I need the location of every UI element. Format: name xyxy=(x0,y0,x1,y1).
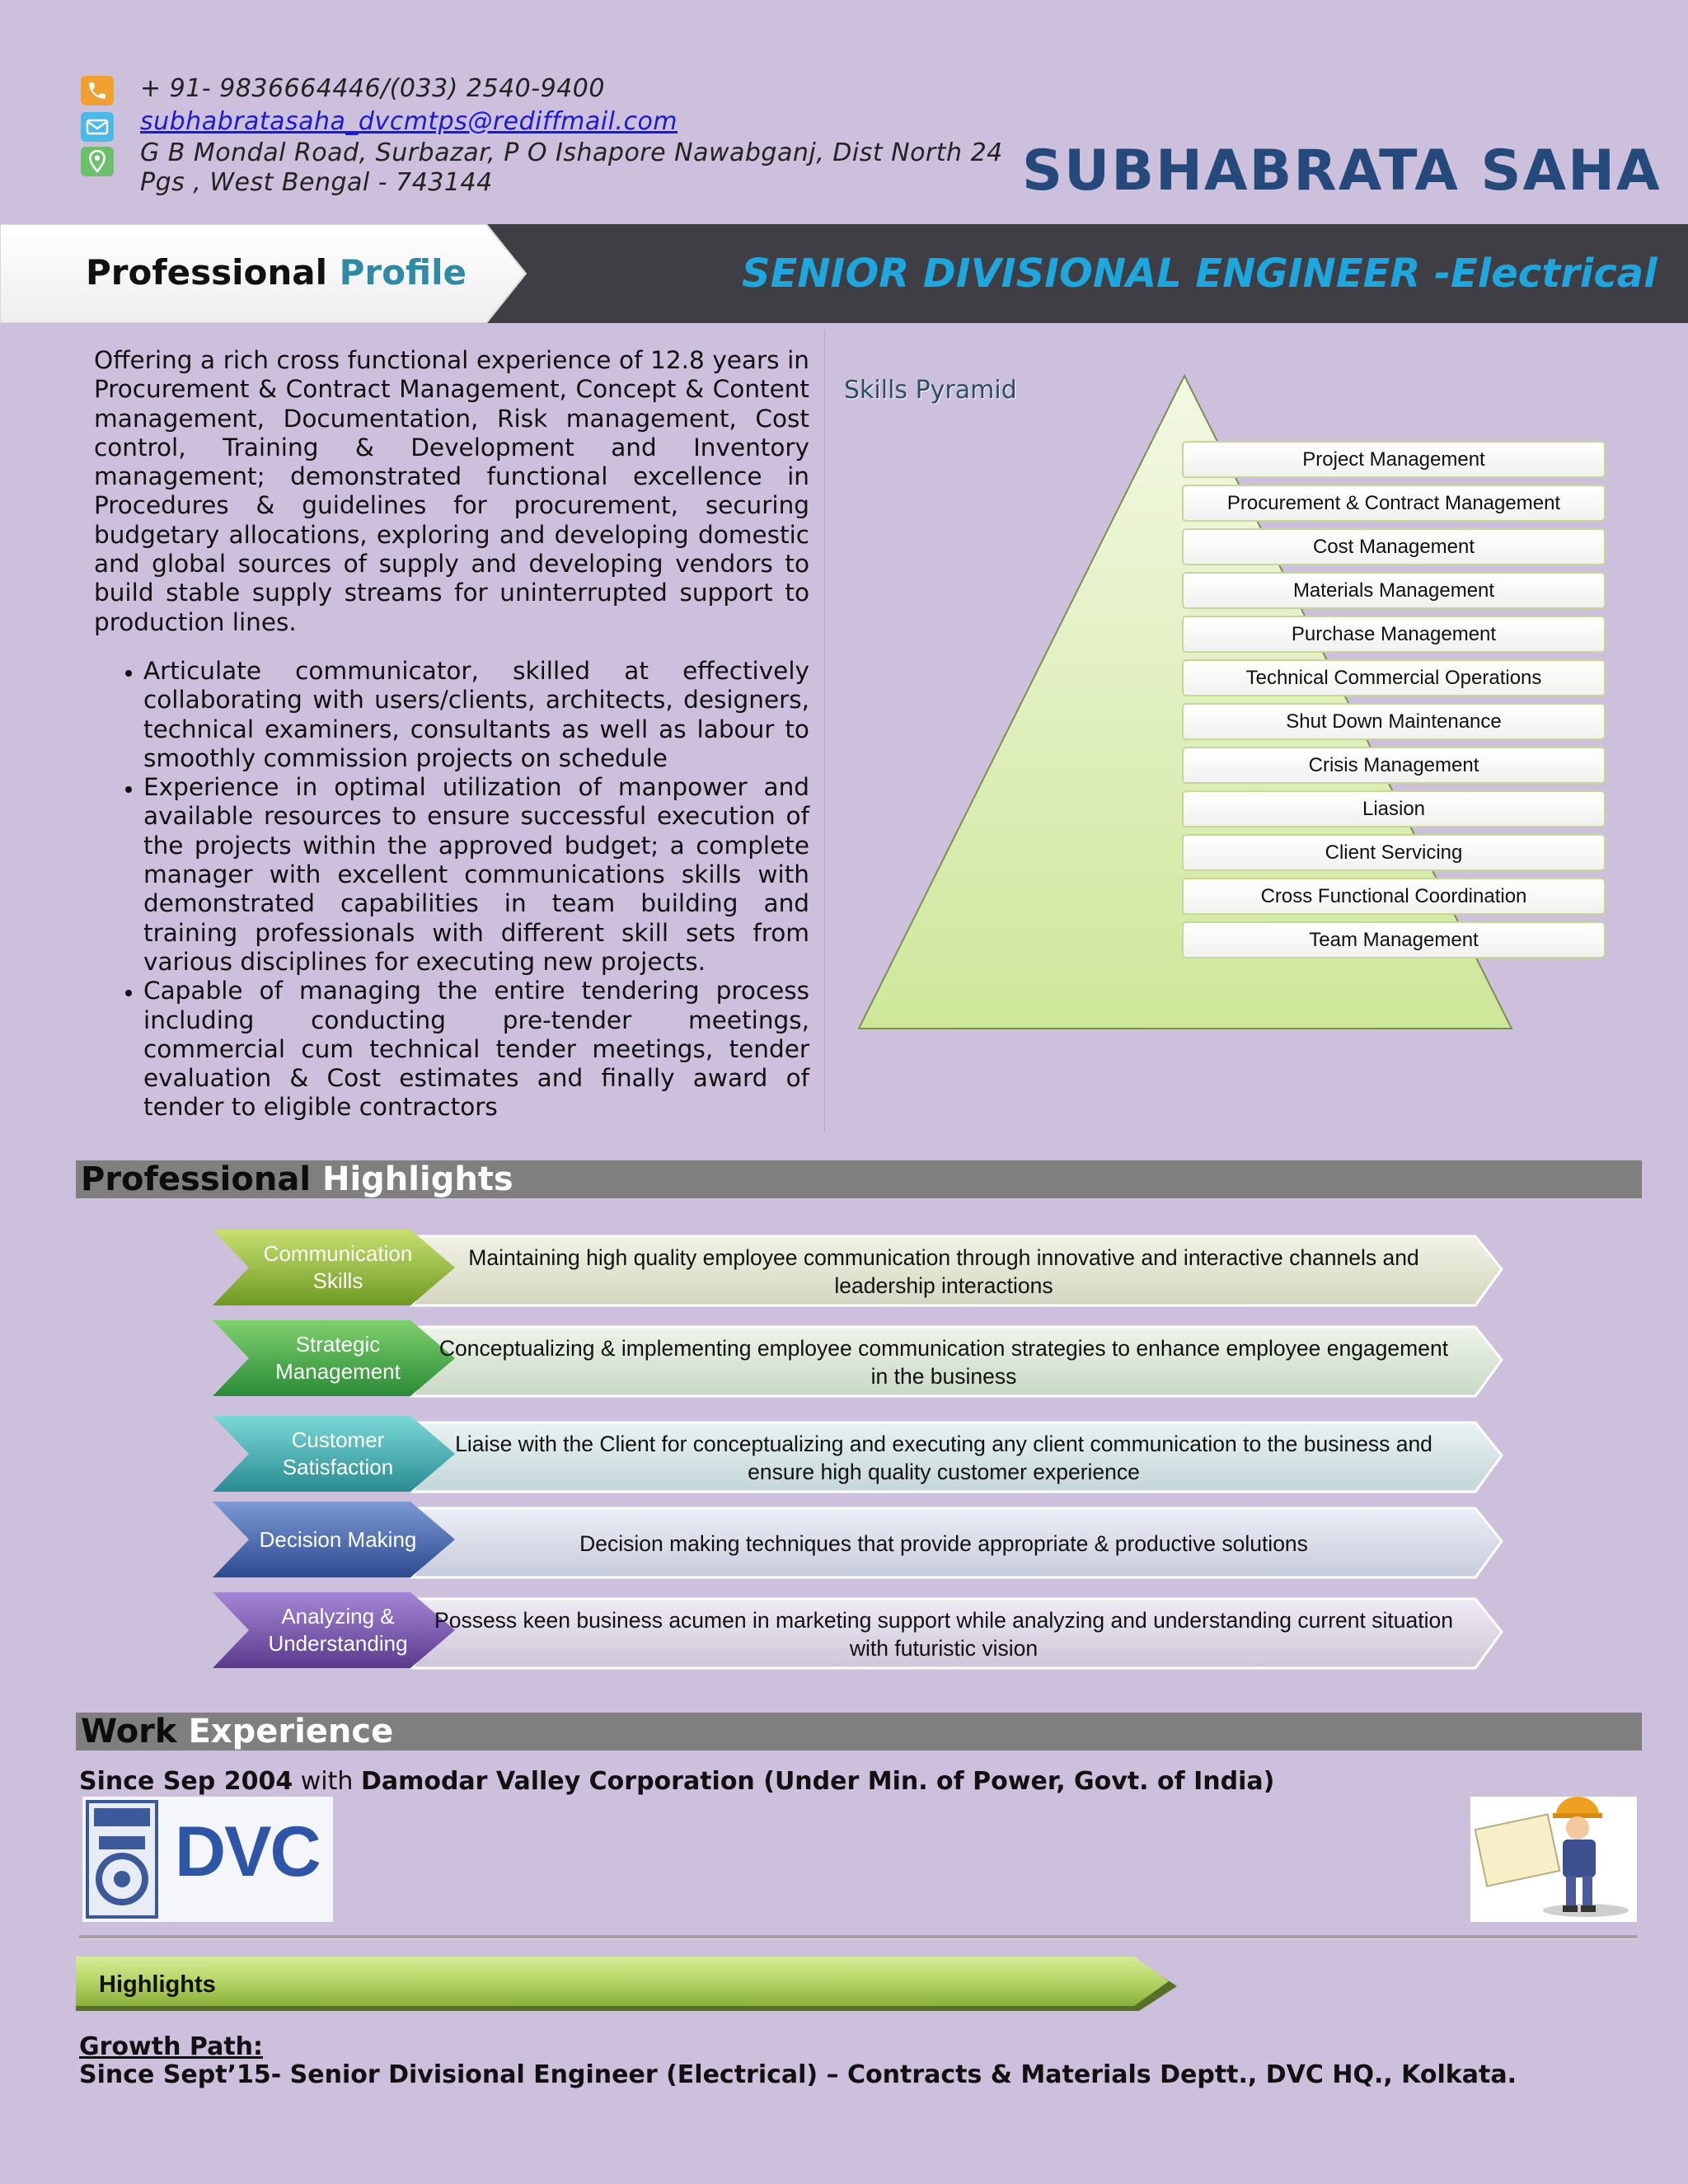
highlight-label: Analyzing & Understanding xyxy=(268,1604,408,1656)
profile-label-part1: Professional xyxy=(86,252,327,293)
highlight-description: Maintaining high quality employee communication through innovative and interactive channels and leadership interactions xyxy=(468,1245,1419,1298)
highlight-label: Strategic Management xyxy=(275,1332,401,1384)
engineer-illustration xyxy=(1470,1797,1637,1922)
highlight-description: Possess keen business acumen in marketing support while analyzing and understanding current situation with futuristic vision xyxy=(434,1608,1453,1661)
profile-summary xyxy=(94,346,809,1122)
highlight-description: Liaise with the Client for conceptualizing and executing any client communication to the business and ensure high quality customer experience xyxy=(455,1432,1432,1484)
growth-path-label: Growth Path: xyxy=(79,2032,264,2061)
address-line-1: G B Mondal Road, Surbazar, P O Ishapore Nawabganj, Dist North 24 xyxy=(140,138,1003,167)
candidate-name: SUBHABRATA SAHA xyxy=(1022,138,1662,204)
section-professional-highlights xyxy=(76,1160,1642,1198)
phone-icon xyxy=(81,76,114,105)
column-divider xyxy=(824,330,825,1133)
summary-bullet: • Experience in optimal utilization of manpower and available resources to ensure successful execution of the projects within the approved budget; a complete manager with excellent communications skills with demonstrated capabilities in team building and training professionals with different skill sets from various disciplines for executing new projects. xyxy=(143,773,809,977)
section-work-experience xyxy=(76,1713,1642,1750)
profile-band-label xyxy=(86,252,467,293)
summary-intro: Offering a rich cross functional experience of 12.8 years in Procurement & Contract Management, Concept & Content management, Documentation, Risk management, Cost control, Training & Development and Inventory management; demonstrated functional excellence in Procedures & guidelines for procurement, securing budgetary allocations, exploring and developing domestic and global sources of supply and developing vendors to build stable supply streams for uninterrupted support to production lines. xyxy=(94,346,809,636)
email-row xyxy=(140,107,678,136)
highlight-row xyxy=(206,1317,1508,1408)
highlights-ribbon xyxy=(76,1955,1180,2013)
highlight-label: Customer Satisfaction xyxy=(282,1427,394,1479)
skill-item: Cost Management xyxy=(1182,528,1606,565)
highlight-label: Communication Skills xyxy=(263,1241,413,1293)
summary-bullet: • Capable of managing the entire tendering process including conducting pre-tender meetings, commercial cum technical tender meetings, tender evaluation & Cost estimates and finally award of tender to eligible contractors xyxy=(143,977,809,1122)
employment-since: Since Sep 2004 xyxy=(79,1767,293,1796)
skill-item: Team Management xyxy=(1182,921,1606,958)
summary-bullet: • Articulate communicator, skilled at effectively collaborating with users/clients, architects, designers, technical examiners, consultants as well as labour to smoothly commission projects on schedule xyxy=(143,657,809,773)
address-line-2: Pgs , West Bengal - 743144 xyxy=(140,168,493,197)
skill-item: Client Servicing xyxy=(1182,834,1606,871)
section-title-part2: Experience xyxy=(188,1713,394,1750)
highlight-row xyxy=(206,1498,1508,1589)
phone-number: + 91- 9836664446/(033) 2540-9400 xyxy=(140,74,605,103)
highlight-description: Decision making techniques that provide appropriate & productive solutions xyxy=(579,1531,1308,1556)
employment-line xyxy=(79,1767,1274,1796)
location-icon xyxy=(81,147,114,176)
summary-bullets xyxy=(94,657,809,1122)
email-link[interactable]: subhabratasaha_dvcmtps@rediffmail.com xyxy=(140,107,678,136)
skill-item: Purchase Management xyxy=(1182,616,1606,653)
mail-icon xyxy=(81,112,114,142)
section-title-part2: Highlights xyxy=(321,1160,513,1198)
skill-item: Technical Commercial Operations xyxy=(1182,659,1606,696)
employer-name: Damodar Valley Corporation (Under Min. of Power, Govt. of India) xyxy=(360,1767,1275,1796)
highlight-row xyxy=(206,1589,1508,1680)
dvc-logo-text: DVC xyxy=(175,1812,320,1891)
skill-item: Liasion xyxy=(1182,790,1606,827)
skill-item: Cross Functional Coordination xyxy=(1182,878,1606,915)
dvc-logo xyxy=(82,1797,333,1922)
horizontal-divider xyxy=(79,1935,1637,1939)
growth-path-line: Since Sept’15- Senior Divisional Engineer (Electrical) – Contracts & Materials Deptt., DVC HQ., Kolkata. xyxy=(79,2060,1517,2089)
skill-item: Procurement & Contract Management xyxy=(1182,485,1606,522)
skill-item: Project Management xyxy=(1182,441,1606,478)
skills-pyramid-title: Skills Pyramid xyxy=(844,376,1017,405)
skill-item: Materials Management xyxy=(1182,572,1606,609)
section-title-part1: Work xyxy=(81,1713,177,1750)
employment-with: with xyxy=(293,1767,361,1796)
section-title-part1: Professional xyxy=(81,1160,312,1198)
skill-item: Shut Down Maintenance xyxy=(1182,703,1606,740)
highlights-ribbon-label: Highlights xyxy=(99,1971,216,1998)
profile-label-part2: Profile xyxy=(339,252,467,293)
highlight-label: Decision Making xyxy=(259,1526,417,1552)
highlight-row xyxy=(206,1226,1508,1317)
job-title: SENIOR DIVISIONAL ENGINEER -Electrical xyxy=(742,251,1658,297)
skill-item: Crisis Management xyxy=(1182,747,1606,784)
highlight-row xyxy=(206,1413,1508,1503)
highlight-description: Conceptualizing & implementing employee communication strategies to enhance employee engagement in the business xyxy=(438,1336,1449,1389)
